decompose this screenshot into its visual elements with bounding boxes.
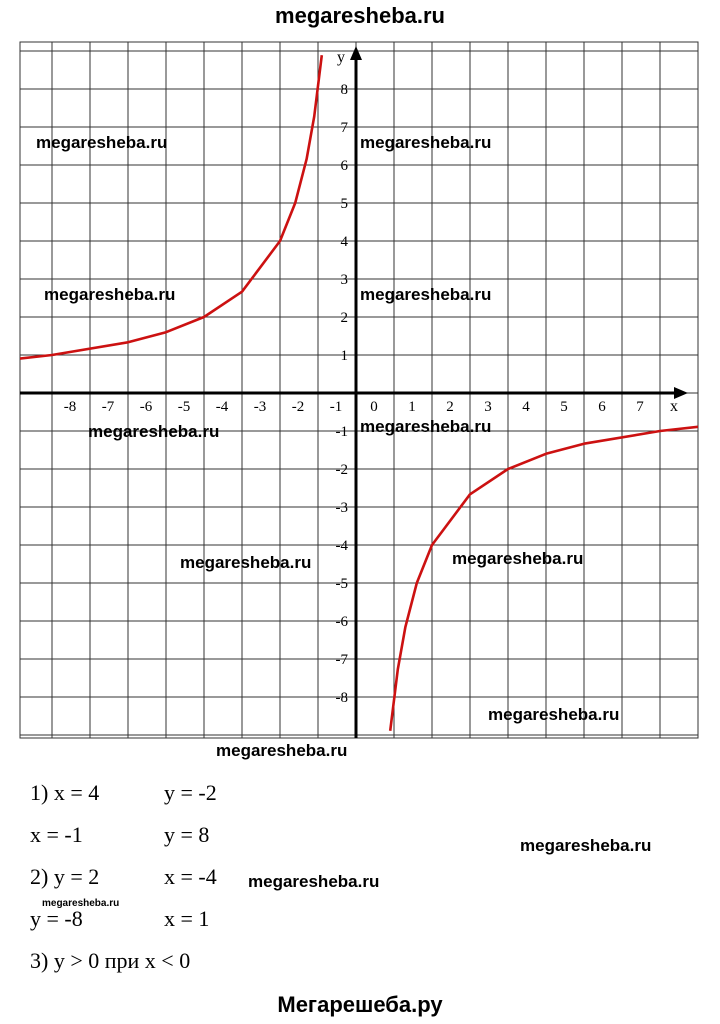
y-tick-label: 8: [340, 82, 348, 98]
site-watermark: megaresheba.ru: [36, 133, 168, 152]
site-watermark: megaresheba.ru: [88, 422, 220, 441]
x-tick-label: 5: [560, 399, 568, 415]
x-tick-label: -2: [291, 399, 305, 415]
answer-right: x = 1: [164, 906, 210, 931]
y-tick-label: 4: [340, 234, 348, 250]
y-tick-label: 2: [340, 310, 348, 326]
site-watermark: megaresheba.ru: [180, 553, 312, 572]
site-watermark-small: megaresheba.ru: [42, 898, 120, 909]
y-tick-label: -8: [335, 690, 348, 706]
site-watermark: megaresheba.ru: [520, 836, 652, 855]
site-watermark: megaresheba.ru: [360, 133, 492, 152]
x-tick-label: 6: [598, 399, 606, 415]
x-tick-label: 7: [636, 399, 644, 415]
x-tick-label: -4: [215, 399, 229, 415]
hyperbola-branch: [14, 55, 322, 359]
x-tick-label: -6: [139, 399, 153, 415]
y-tick-label: -2: [335, 462, 348, 478]
x-tick-label: 1: [408, 399, 416, 415]
site-watermark: megaresheba.ru: [216, 741, 348, 760]
site-watermark: megaresheba.ru: [248, 872, 380, 891]
y-tick-label: -3: [335, 500, 348, 516]
x-tick-label: 4: [522, 399, 530, 415]
y-tick-label: 7: [340, 120, 348, 136]
y-axis-arrow: [350, 46, 362, 60]
x-tick-label: -3: [253, 399, 267, 415]
answer-left: 2) y = 2: [30, 864, 100, 889]
x-tick-label: 3: [484, 399, 492, 415]
x-tick-label: -7: [101, 399, 115, 415]
answer-right: x = -4: [164, 864, 217, 889]
y-tick-label: -1: [335, 424, 348, 440]
site-watermark: megaresheba.ru: [360, 285, 492, 304]
site-watermark: megaresheba.ru: [488, 705, 620, 724]
answer-left: 3) y > 0 при x < 0: [30, 948, 191, 973]
y-tick-label: -6: [335, 614, 348, 630]
x-tick-label: -8: [63, 399, 77, 415]
y-tick-label: 6: [340, 158, 348, 174]
site-watermark: megaresheba.ru: [452, 549, 584, 568]
y-tick-label: 1: [340, 348, 348, 364]
x-axis-label: x: [670, 398, 678, 415]
site-watermark: megaresheba.ru: [360, 417, 492, 436]
y-axis-label: y: [337, 49, 345, 66]
x-tick-label: -5: [177, 399, 191, 415]
y-tick-label: -4: [335, 538, 348, 554]
x-tick-label: 2: [446, 399, 454, 415]
answer-right: y = 8: [164, 822, 210, 847]
answer-left: x = -1: [30, 822, 83, 847]
answer-left: y = -8: [30, 906, 83, 931]
y-tick-label: 3: [340, 272, 348, 288]
site-watermark: megaresheba.ru: [44, 285, 176, 304]
y-tick-label: -7: [335, 652, 348, 668]
y-tick-label: -5: [335, 576, 348, 592]
answer-right: y = -2: [164, 780, 217, 805]
site-watermark-header: megaresheba.ru: [275, 3, 445, 28]
y-tick-label: 5: [340, 196, 348, 212]
site-watermark-footer: Мегарешеба.ру: [277, 992, 443, 1017]
x-tick-label: 0: [370, 399, 378, 415]
hyperbola-branch: [390, 427, 698, 731]
x-tick-label: -1: [329, 399, 343, 415]
answer-left: 1) x = 4: [30, 780, 100, 805]
